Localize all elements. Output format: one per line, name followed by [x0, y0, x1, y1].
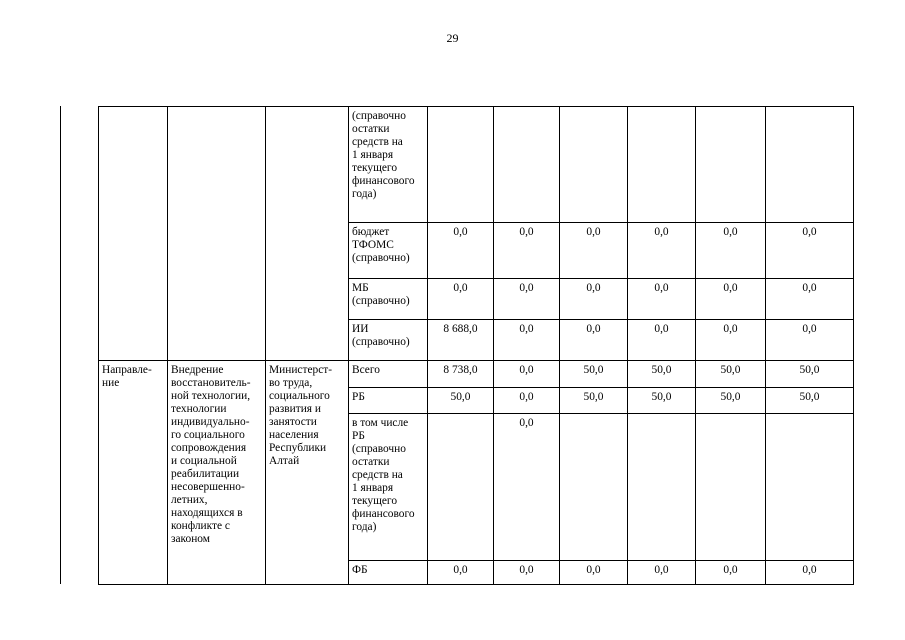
section-type-cell [99, 361, 168, 585]
source-cell [349, 223, 428, 279]
cell-line: и социальной [171, 455, 237, 467]
value-cell [428, 223, 494, 279]
cell-line: финансового [352, 175, 415, 187]
value-text: 0,0 [519, 417, 534, 429]
value-text: 0,0 [723, 226, 738, 238]
cell-line: населения [269, 429, 319, 441]
cell-line: реабилитации [171, 468, 240, 480]
value-text: 0,0 [519, 323, 534, 335]
table-row [99, 107, 854, 223]
cell-line: (справочно) [352, 295, 410, 307]
value-cell [766, 223, 854, 279]
cell-line: Алтай [269, 455, 300, 467]
value-cell [428, 279, 494, 320]
value-cell [560, 279, 628, 320]
cell-line: ние [102, 377, 120, 389]
cell-line: МБ [352, 282, 369, 294]
empty-name-cell [168, 107, 266, 361]
cell-line: средств на [352, 136, 403, 148]
value-cell [494, 107, 560, 223]
value-cell [560, 361, 628, 388]
value-cell [494, 414, 560, 561]
cell-line: (справочно) [352, 336, 410, 348]
value-cell [766, 414, 854, 561]
value-text: 0,0 [723, 282, 738, 294]
value-text: 0,0 [654, 323, 669, 335]
value-text: 0,0 [723, 323, 738, 335]
cell-line: технологии [171, 403, 227, 415]
value-cell [628, 561, 696, 585]
value-cell [494, 361, 560, 388]
value-text: 0,0 [654, 564, 669, 576]
value-text: 50,0 [720, 364, 741, 376]
cell-line: Всего [352, 364, 380, 376]
value-cell [560, 223, 628, 279]
value-text: 0,0 [453, 564, 468, 576]
cell-line: года) [352, 188, 377, 200]
table-body [99, 107, 854, 585]
cell-line: сопровождения [171, 442, 247, 454]
value-cell [766, 279, 854, 320]
cell-line: развития и [269, 403, 321, 415]
value-text: 0,0 [586, 226, 601, 238]
source-cell [349, 107, 428, 223]
source-cell [349, 320, 428, 361]
cell-line: во труда, [269, 377, 313, 389]
value-cell [696, 388, 766, 414]
cell-line: бюджет [352, 226, 390, 238]
value-cell [428, 561, 494, 585]
value-text: 0,0 [519, 391, 534, 403]
value-text: 0,0 [586, 564, 601, 576]
value-cell [560, 561, 628, 585]
cell-line: финансового [352, 508, 415, 520]
value-cell [494, 561, 560, 585]
value-cell [696, 279, 766, 320]
value-text: 50,0 [450, 391, 471, 403]
cell-line: 1 января [352, 482, 394, 494]
value-text: 0,0 [723, 564, 738, 576]
value-text: 50,0 [651, 391, 672, 403]
value-cell [560, 320, 628, 361]
cell-line: остатки [352, 123, 390, 135]
value-text: 0,0 [802, 564, 817, 576]
cell-line: ИИ [352, 323, 369, 335]
cell-line: го социального [171, 429, 245, 441]
value-text: 0,0 [519, 564, 534, 576]
page-number: 29 [446, 31, 459, 45]
value-text: 0,0 [802, 226, 817, 238]
value-text: 0,0 [802, 282, 817, 294]
value-text: 0,0 [519, 364, 534, 376]
cell-line: РБ [352, 391, 365, 403]
cell-line: конфликте с [171, 520, 230, 532]
value-cell [560, 388, 628, 414]
value-cell [628, 414, 696, 561]
value-cell [428, 107, 494, 223]
value-text: 50,0 [651, 364, 672, 376]
value-cell [766, 361, 854, 388]
budget-table [98, 106, 854, 585]
cell-line: несовершенно- [171, 481, 245, 493]
value-cell [560, 107, 628, 223]
cell-line: года) [352, 521, 377, 533]
section-executor-cell [266, 361, 349, 585]
value-text: 0,0 [453, 226, 468, 238]
cell-line: (справочно [352, 110, 406, 122]
value-text: 0,0 [519, 282, 534, 294]
value-cell [696, 223, 766, 279]
value-text: 0,0 [519, 226, 534, 238]
value-cell [766, 107, 854, 223]
value-cell [494, 320, 560, 361]
value-cell [696, 561, 766, 585]
value-text: 50,0 [720, 391, 741, 403]
cell-line: восстановитель- [171, 377, 251, 389]
value-cell [696, 320, 766, 361]
value-text: 0,0 [802, 323, 817, 335]
value-text: 0,0 [586, 323, 601, 335]
value-text: 8 738,0 [443, 364, 478, 376]
cell-line: текущего [352, 495, 398, 507]
source-cell [349, 388, 428, 414]
value-cell [696, 107, 766, 223]
value-cell [766, 561, 854, 585]
empty-type-cell [99, 107, 168, 361]
source-cell [349, 279, 428, 320]
cell-line: летних, [171, 494, 208, 506]
cell-line: индивидуально- [171, 416, 250, 428]
value-text: 50,0 [583, 391, 604, 403]
value-text: 50,0 [799, 391, 820, 403]
value-text: 50,0 [583, 364, 604, 376]
cell-line: законом [171, 533, 210, 545]
cell-line: (справочно [352, 443, 406, 455]
cell-line: остатки [352, 456, 390, 468]
value-cell [696, 361, 766, 388]
value-cell [428, 414, 494, 561]
value-text: 0,0 [654, 282, 669, 294]
value-text: 0,0 [654, 226, 669, 238]
cell-line: 1 января [352, 149, 394, 161]
value-cell [766, 320, 854, 361]
cell-line: находящихся в [171, 507, 243, 519]
cell-line: Направле- [102, 364, 152, 376]
cell-line: ТФОМС [352, 239, 394, 251]
value-text: 0,0 [586, 282, 601, 294]
value-cell [428, 320, 494, 361]
source-cell [349, 414, 428, 561]
cell-line: Республики [269, 442, 327, 454]
section-name-cell [168, 361, 266, 585]
value-cell [628, 107, 696, 223]
cell-line: социального [269, 390, 330, 402]
value-cell [628, 223, 696, 279]
cell-line: ной технологии, [171, 390, 251, 402]
value-text: 0,0 [453, 282, 468, 294]
value-cell [428, 388, 494, 414]
value-cell [628, 279, 696, 320]
value-cell [766, 388, 854, 414]
value-text: 50,0 [799, 364, 820, 376]
value-cell [494, 388, 560, 414]
table-row [99, 361, 854, 388]
cell-line: ФБ [352, 564, 368, 576]
value-cell [560, 414, 628, 561]
source-cell [349, 561, 428, 585]
value-cell [628, 388, 696, 414]
cell-line: РБ [352, 430, 365, 442]
value-cell [494, 223, 560, 279]
cell-line: текущего [352, 162, 398, 174]
value-cell [494, 279, 560, 320]
value-cell [696, 414, 766, 561]
value-cell [628, 320, 696, 361]
value-cell [428, 361, 494, 388]
cell-line: занятости [269, 416, 317, 428]
cell-line: (справочно) [352, 252, 410, 264]
cell-line: средств на [352, 469, 403, 481]
left-table-border [60, 106, 61, 584]
cell-line: Министерст- [269, 364, 333, 376]
empty-executor-cell [266, 107, 349, 361]
value-cell [628, 361, 696, 388]
cell-line: в том числе [352, 417, 409, 429]
value-text: 8 688,0 [443, 323, 478, 335]
source-cell [349, 361, 428, 388]
cell-line: Внедрение [171, 364, 224, 376]
